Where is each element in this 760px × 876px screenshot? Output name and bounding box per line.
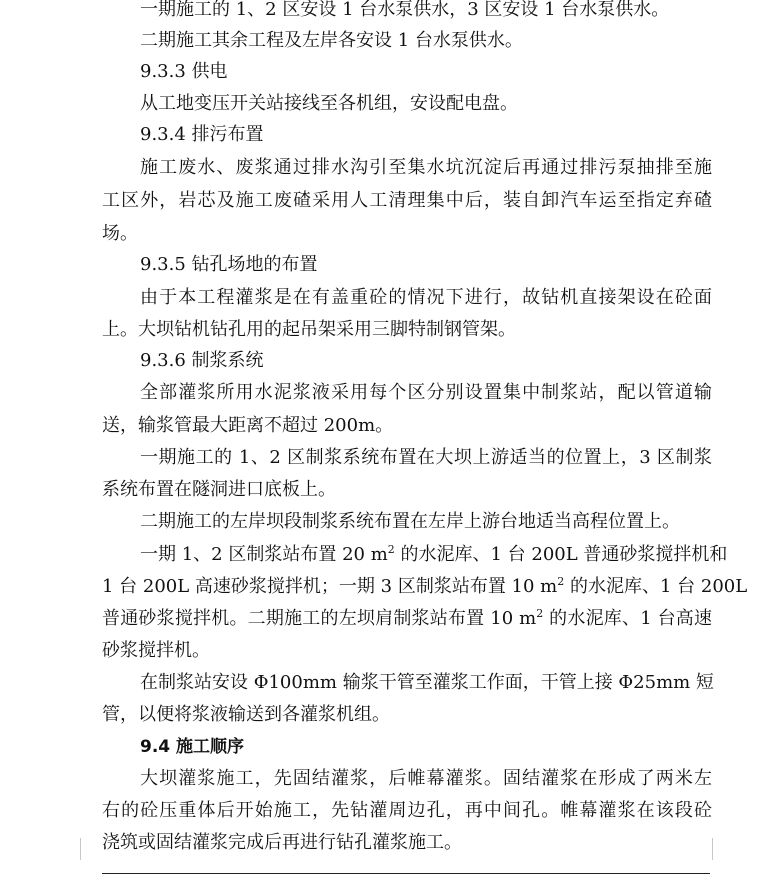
text-part: 普通砂浆搅拌机。二期施工的左坝肩制浆站布置 10 m bbox=[102, 608, 537, 629]
text-line bbox=[102, 604, 712, 634]
section-heading: 9.3.4 排污布置 bbox=[140, 124, 264, 145]
text-line: 在制浆站安设 Φ100mm 输浆干管至灌浆工作面，干管上接 Φ25mm 短 bbox=[140, 672, 714, 693]
text-line: 施工废水、废浆通过排水沟引至集水坑沉淀后再通过排污泵抽排至施 bbox=[140, 157, 712, 178]
text-part: 一期 1、2 区制浆站布置 20 m bbox=[140, 544, 388, 565]
superscript: 2 bbox=[557, 575, 565, 588]
text-line: 右的砼压重体后开始施工，先钻灌周边孔，再中间孔。帷幕灌浆在该段砼 bbox=[102, 800, 712, 821]
text-part: 1 台 200L 高速砂浆搅拌机；一期 3 区制浆站布置 10 m bbox=[102, 576, 558, 597]
superscript: 2 bbox=[536, 607, 544, 620]
superscript: 2 bbox=[387, 543, 395, 556]
text-line: 浇筑或固结灌浆完成后再进行钻孔灌浆施工。 bbox=[102, 832, 462, 853]
text-part: 的水泥库、1 台 200L 普通砂浆搅拌机和 bbox=[394, 544, 728, 565]
text-line: 送，输浆管最大距离不超过 200m。 bbox=[102, 415, 394, 436]
text-line: 一期施工的 1、2 区制浆系统布置在大坝上游适当的位置上，3 区制浆 bbox=[140, 447, 712, 468]
section-heading: 9.3.5 钻孔场地的布置 bbox=[140, 254, 318, 275]
text-line: 系统布置在隧洞进口底板上。 bbox=[102, 479, 336, 500]
section-heading: 9.3.3 供电 bbox=[140, 61, 228, 82]
text-part: 的水泥库、1 台高速 bbox=[543, 608, 712, 629]
text-line: 管，以便将浆液输送到各灌浆机组。 bbox=[102, 704, 390, 725]
section-heading: 9.3.6 制浆系统 bbox=[140, 350, 264, 371]
text-line bbox=[140, 540, 728, 570]
margin-mark-right bbox=[712, 838, 713, 860]
text-line: 工区外，岩芯及施工废碴采用人工清理集中后，装自卸汽车运至指定弃碴 bbox=[102, 190, 712, 211]
text-line bbox=[102, 572, 748, 602]
text-line: 二期施工的左岸坝段制浆系统布置在左岸上游台地适当高程位置上。 bbox=[140, 511, 680, 532]
text-line: 大坝灌浆施工，先固结灌浆，后帷幕灌浆。固结灌浆在形成了两米左 bbox=[140, 768, 712, 789]
text-line: 一期施工的 1、2 区安设 1 台水泵供水，3 区安设 1 台水泵供水。 bbox=[140, 0, 670, 20]
text-line: 由于本工程灌浆是在有盖重砼的情况下进行，故钻机直接架设在砼面 bbox=[140, 287, 712, 308]
text-line: 全部灌浆所用水泥浆液采用每个区分别设置集中制浆站，配以管道输 bbox=[140, 382, 712, 403]
text-line: 场。 bbox=[102, 223, 138, 244]
section-heading-bold: 9.4 施工顺序 bbox=[140, 737, 245, 757]
text-line: 砂浆搅拌机。 bbox=[102, 640, 210, 661]
text-part: 的水泥库、1 台 200L bbox=[564, 576, 748, 597]
text-line: 二期施工其余工程及左岸各安设 1 台水泵供水。 bbox=[140, 30, 523, 51]
margin-mark-left bbox=[80, 838, 81, 860]
text-line: 从工地变压开关站接线至各机组，安设配电盘。 bbox=[140, 93, 518, 114]
footer-rule bbox=[102, 873, 710, 874]
text-line: 上。大坝钻机钻孔用的起吊架采用三脚特制钢管架。 bbox=[102, 319, 516, 340]
